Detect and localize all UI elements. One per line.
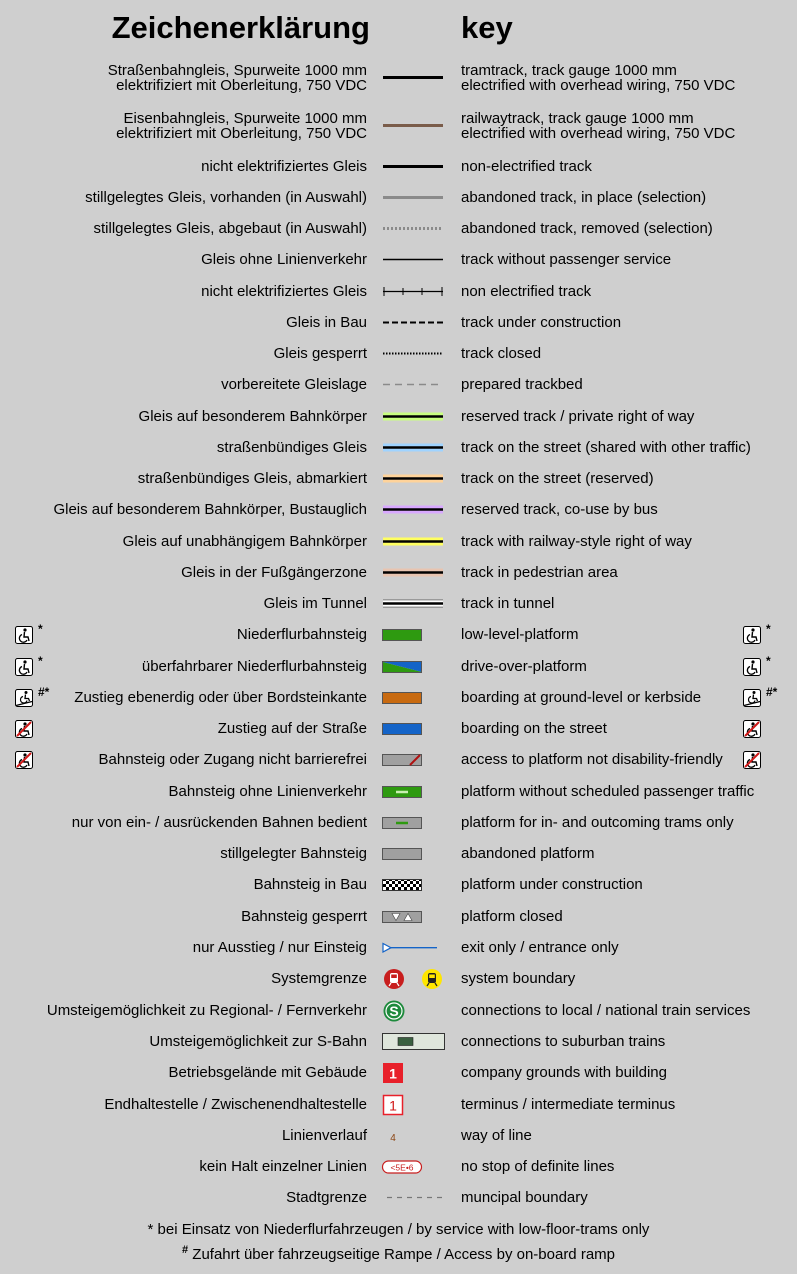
wheelchair-ramp-icon [743, 685, 778, 707]
legend-row-tramtrack [0, 62, 797, 93]
legend-row-platform-no-service [0, 776, 797, 807]
row-label-de: straßenbündiges Gleis [216, 439, 367, 456]
legend-row-terminus [0, 1089, 797, 1120]
row-label-en: track closed [461, 345, 542, 362]
legend-row-not-accessible [0, 744, 797, 775]
row-label-de: Betriebsgelände mit Gebäude [168, 1064, 367, 1081]
row-label-en: track without passenger service [461, 251, 672, 268]
row-label-de: Eisenbahngleis, Spurweite 1000 mm [123, 109, 367, 127]
row-label-de: Endhaltestelle / Zwischenendhaltestelle [104, 1096, 367, 1113]
wheelchair-icon [15, 654, 43, 676]
legend-row-reserved-track [0, 401, 797, 432]
legend-row-abandoned-platform [0, 838, 797, 869]
row-label-de: Gleis auf unabhängigem Bahnkörper [122, 533, 367, 550]
svg-text:<5E•6: <5E•6 [390, 1162, 414, 1173]
wheelchair-ramp-icon [15, 685, 50, 707]
row-label-de: nur von ein- / ausrückenden Bahnen bedient [71, 814, 367, 831]
row-label-de: Bahnsteig gesperrt [241, 908, 367, 925]
row-label-en: platform under construction [461, 876, 643, 893]
row-label-de: nicht elektrifiziertes Gleis [201, 158, 367, 175]
row-label-en: track with railway-style right of way [461, 533, 692, 550]
legend-row-street-track [0, 432, 797, 463]
title-english: key [461, 10, 513, 45]
legend-row-platform-construction [0, 869, 797, 900]
row-label-de: Gleis in Bau [286, 314, 367, 331]
legend-row-exit-entrance [0, 932, 797, 963]
ticked-line-symbol [380, 276, 446, 307]
row-label-en: abandoned track, in place (selection) [461, 189, 707, 206]
legend-row-way-of-line [0, 1120, 797, 1151]
wheelchair-crossed-icon [743, 751, 761, 769]
row-label-de: stillgelegter Bahnsteig [220, 845, 367, 862]
grey-platform-green-dash-symbol [380, 807, 446, 838]
row-label-de: Straßenbahngleis, Spurweite 1000 mm [107, 61, 367, 79]
row-label-de: Gleis auf besonderem Bahnkörper [138, 408, 367, 425]
row-label-de: nicht elektrifiziertes Gleis [201, 283, 367, 300]
legend-row-under-construction [0, 307, 797, 338]
svg-text:S: S [389, 1003, 399, 1019]
blue-platform-symbol [383, 724, 422, 735]
row-label-de: Gleis ohne Linienverkehr [201, 251, 367, 268]
footnote-ramp-text: Zufahrt über fahrzeugseitige Rampe / Access by on-board ramp [188, 1246, 615, 1263]
row-label-en: muncipal boundary [461, 1189, 588, 1206]
legend-row-abandoned-removed [0, 213, 797, 244]
legend-row-depot-platform [0, 807, 797, 838]
footnote-mark: * [38, 654, 43, 668]
footnote-hash-mark: # [181, 1244, 189, 1256]
row-label-de: Zustieg ebenerdig oder über Bordsteinkante [74, 689, 367, 706]
row-label-en: platform closed [461, 908, 563, 925]
legend-row-tunnel-track [0, 588, 797, 619]
wheelchair-crossed-icon [15, 751, 33, 769]
row-label-de: Umsteigemöglichkeit zu Regional- / Fernverkehr [46, 1002, 367, 1019]
green-platform-dash-symbol [380, 776, 446, 807]
row-label-en: terminus / intermediate terminus [461, 1096, 676, 1113]
row-label-en: connections to local / national train services [461, 1002, 751, 1019]
wheelchair-crossed-icon [15, 720, 33, 738]
green-blue-platform-symbol [380, 651, 446, 682]
legend-row-non-electrified [0, 151, 797, 182]
legend-row-no-passenger-service [0, 244, 797, 275]
green-platform-symbol [383, 630, 422, 641]
wheelchair-icon [743, 622, 771, 644]
legend-row-prepared-trackbed [0, 369, 797, 400]
row-label-en: way of line [461, 1127, 532, 1144]
row-label-en: platform for in- and outcoming trams only [461, 814, 734, 831]
row-label-en: track in tunnel [461, 595, 555, 612]
row-label-de: kein Halt einzelner Linien [199, 1158, 367, 1175]
row-label-en: access to platform not disability-friendly [461, 751, 723, 768]
row-label-de: Niederflurbahnsteig [236, 626, 367, 643]
row-label-de: Linienverlauf [281, 1127, 367, 1144]
row-label-de: Bahnsteig in Bau [253, 876, 367, 893]
closed-platform-symbol [380, 901, 446, 932]
legend-row-street-track-reserved [0, 463, 797, 494]
row-label-en: tramtrack, track gauge 1000 mm [461, 61, 677, 79]
svg-text:1: 1 [389, 1097, 397, 1114]
terminus-icon [384, 1096, 403, 1115]
row-label-en: track on the street (shared with other traffic) [461, 439, 751, 456]
no-stop-lines-icon [383, 1161, 422, 1173]
legend-row-abandoned-in-place [0, 182, 797, 213]
row-label-de-line2: elektrifiziert mit Oberleitung, 750 VDC [116, 124, 367, 142]
row-label-en: connections to suburban trains [461, 1033, 666, 1050]
row-label-en: exit only / entrance only [461, 939, 619, 956]
legend-row-suburban-connections [0, 1026, 797, 1057]
pink-halo-track-symbol [380, 557, 446, 588]
line-number-label: 4 [390, 1133, 396, 1144]
legend-row-no-stop [0, 1151, 797, 1182]
footnote-mark: #* [38, 685, 50, 699]
wheelchair-crossed-icon [743, 720, 761, 738]
legend-row-bus-reserved-track [0, 494, 797, 525]
row-label-de: überfahrbarer Niederflurbahnsteig [141, 658, 367, 675]
legend-row-pedestrian-track [0, 557, 797, 588]
row-label-de: Umsteigemöglichkeit zur S-Bahn [149, 1033, 367, 1050]
row-label-en: boarding on the street [461, 720, 607, 737]
row-label-en: track in pedestrian area [461, 564, 618, 581]
legend-row-regional-connections [0, 995, 797, 1026]
row-label-en: non electrified track [461, 283, 592, 300]
legend-row-railwaytrack [0, 110, 797, 141]
row-label-de: vorbereitete Gleislage [221, 376, 367, 393]
row-label-en: platform without scheduled passenger traffic [461, 783, 755, 800]
suburban-connection-box-symbol [380, 1026, 446, 1057]
footnote-mark: * [38, 622, 43, 636]
row-label-de: nur Ausstieg / nur Einsteig [192, 939, 367, 956]
legend-row-drive-over-platform [0, 651, 797, 682]
legend-row-track-closed [0, 338, 797, 369]
row-label-en: abandoned track, removed (selection) [461, 220, 713, 237]
row-label-en: reserved track / private right of way [461, 408, 695, 425]
row-label-en: prepared trackbed [461, 376, 583, 393]
yellow-tram-icon [422, 969, 442, 989]
row-label-en: low-level-platform [461, 626, 579, 643]
legend-row-street-boarding [0, 713, 797, 744]
orange-platform-symbol [383, 693, 422, 704]
row-label-de: straßenbündiges Gleis, abmarkiert [137, 470, 367, 487]
grey-platform-red-slash-symbol [380, 744, 446, 775]
tunnel-track-symbol [380, 588, 446, 619]
purple-halo-track-symbol [380, 494, 446, 525]
legend-row-ground-level-boarding [0, 682, 797, 713]
row-label-de: Zustieg auf der Straße [217, 720, 367, 737]
footnote-mark: * [766, 622, 771, 636]
row-label-de: Gleis gesperrt [273, 345, 367, 362]
legend-row-company-grounds [0, 1057, 797, 1088]
row-label-en: no stop of definite lines [461, 1158, 615, 1175]
wheelchair-icon [743, 654, 771, 676]
legend-row-non-electrified-ticks [0, 276, 797, 307]
footnote-low-floor: * bei Einsatz von Niederflurfahrzeugen / by service with low-floor-trams only [147, 1221, 650, 1238]
s-bahn-logo-icon [384, 1001, 405, 1022]
company-building-icon [383, 1063, 403, 1083]
row-label-en: track under construction [461, 314, 622, 331]
red-tram-icon [384, 969, 404, 989]
legend-row-platform-closed [0, 901, 797, 932]
wheelchair-icon [15, 622, 43, 644]
row-label-en: non-electrified track [461, 158, 592, 175]
footnote-mark: * [766, 654, 771, 668]
exit-entrance-arrow-symbol [380, 932, 446, 963]
row-label-de: Systemgrenze [271, 970, 367, 987]
title-german: Zeichenerklärung [111, 10, 370, 45]
row-label-en: company grounds with building [461, 1064, 667, 1081]
checkerboard-platform-symbol [380, 869, 446, 900]
svg-text:1: 1 [389, 1065, 397, 1082]
row-label-en: drive-over-platform [461, 658, 587, 675]
footnote-mark: #* [766, 685, 778, 699]
legend-row-municipal-boundary [0, 1182, 797, 1213]
legend-row-railway-style-track [0, 526, 797, 557]
grey-platform-symbol [383, 849, 422, 860]
row-label-de-line2: elektrifiziert mit Oberleitung, 750 VDC [116, 76, 367, 94]
row-label-en: abandoned platform [461, 845, 595, 862]
row-label-de: Bahnsteig ohne Linienverkehr [168, 783, 367, 800]
row-label-de: Gleis auf besonderem Bahnkörper, Bustauglich [53, 501, 367, 518]
row-label-en: boarding at ground-level or kerbside [461, 689, 702, 706]
row-label-de: stillgelegtes Gleis, abgebaut (in Auswahl) [93, 220, 367, 237]
row-label-en-line2: electrified with overhead wiring, 750 VDC [461, 76, 736, 94]
legend-row-system-boundary [0, 963, 797, 994]
green-halo-track-symbol [380, 401, 446, 432]
footnote-ramp [0, 1244, 797, 1263]
row-label-de: Gleis in der Fußgängerzone [181, 564, 367, 581]
row-label-en: railwaytrack, track gauge 1000 mm [461, 109, 694, 127]
row-label-en: reserved track, co-use by bus [461, 501, 658, 518]
row-label-en: track on the street (reserved) [461, 470, 654, 487]
orange-halo-track-symbol [380, 463, 446, 494]
row-label-en: system boundary [461, 970, 576, 987]
blue-halo-track-symbol [380, 432, 446, 463]
row-label-de: Gleis im Tunnel [263, 595, 367, 612]
row-label-de: stillgelegtes Gleis, vorhanden (in Auswahl) [85, 189, 367, 206]
row-label-en-line2: electrified with overhead wiring, 750 VDC [461, 124, 736, 142]
row-label-de: Stadtgrenze [286, 1189, 367, 1206]
yellow-halo-track-symbol [380, 526, 446, 557]
legend-row-low-level-platform [0, 619, 797, 650]
row-label-de: Bahnsteig oder Zugang nicht barrierefrei [98, 751, 367, 768]
